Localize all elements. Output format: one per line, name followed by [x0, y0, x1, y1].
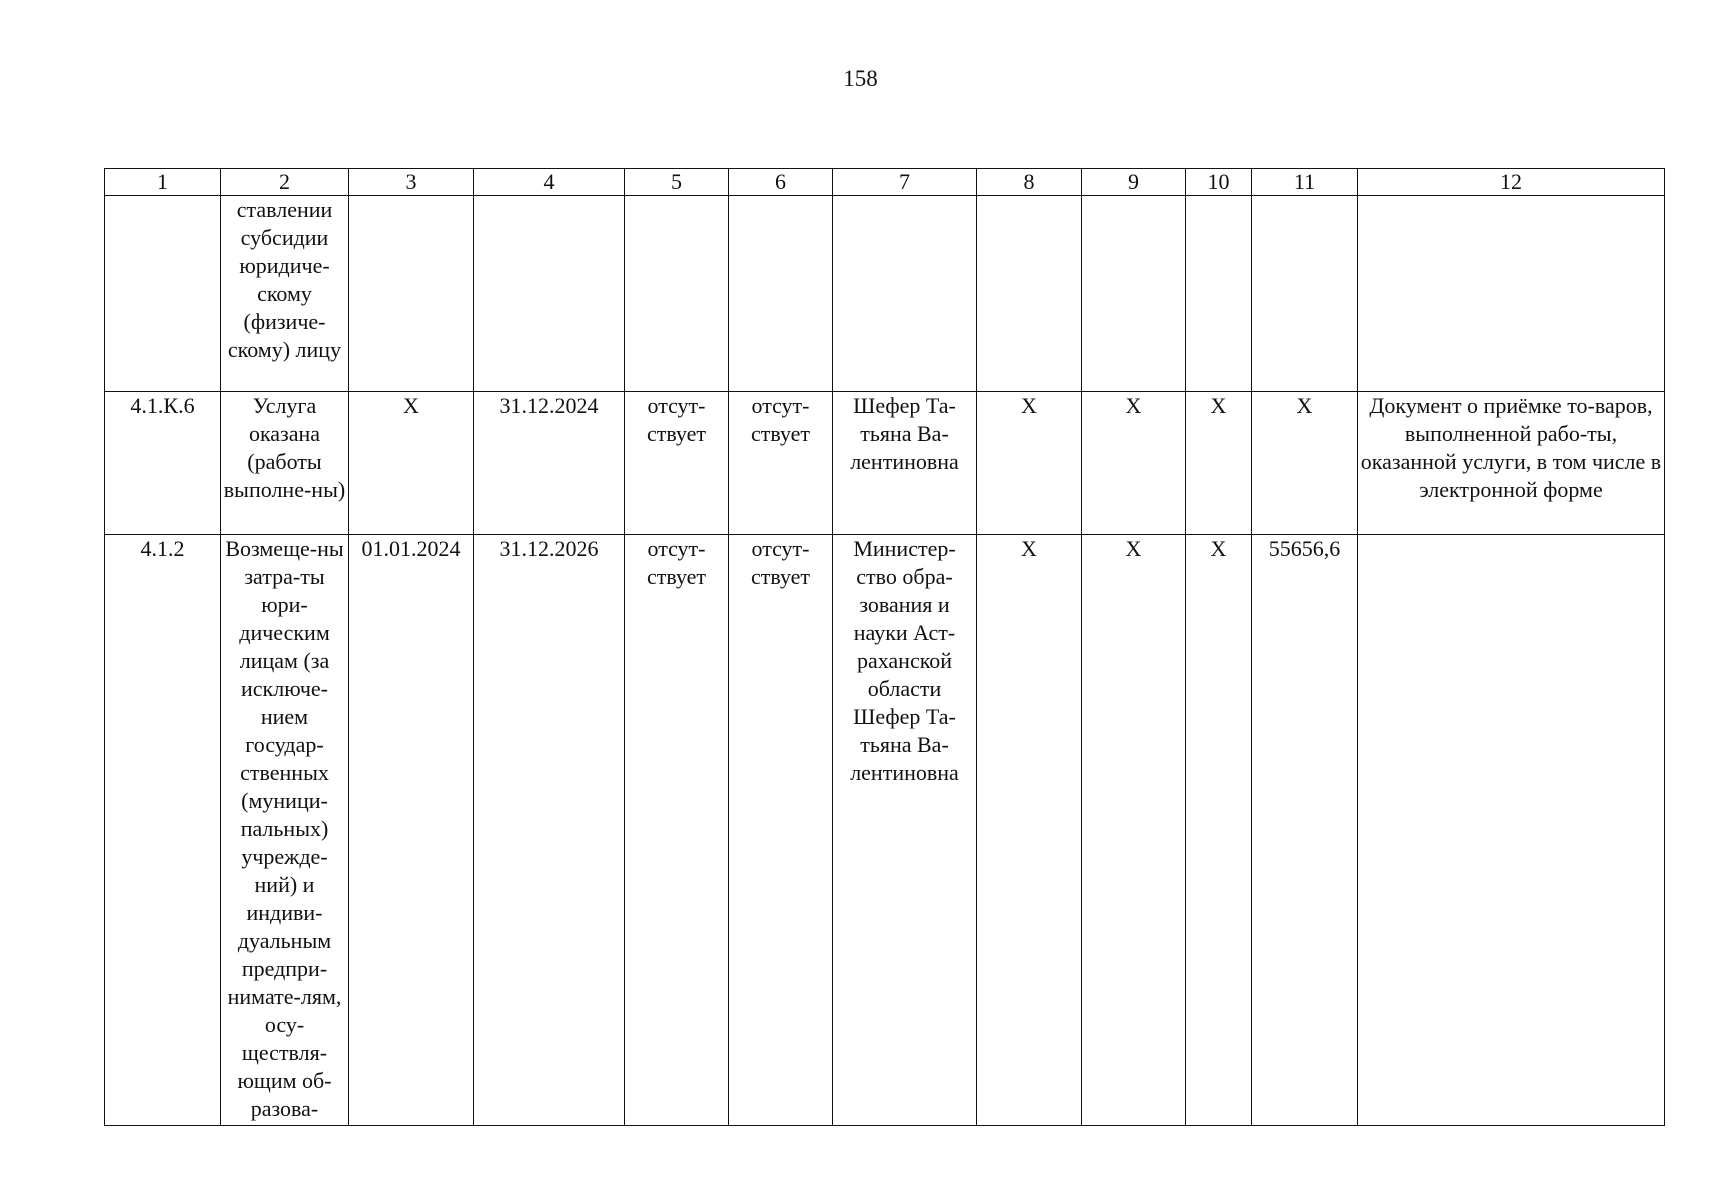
cell-document [1358, 196, 1665, 392]
table-row [105, 392, 1665, 535]
cell-responsible [833, 196, 977, 392]
cell-code: 4.1.2 [105, 535, 221, 1126]
cell-col6: отсут-ствует [729, 535, 833, 1126]
cell-col9: X [1082, 392, 1186, 535]
cell-name: Услуга оказана (работы выполне-ны) [221, 392, 349, 535]
header-cell-7: 7 [833, 169, 977, 196]
header-cell-11: 11 [1252, 169, 1358, 196]
cell-col10: X [1186, 392, 1252, 535]
cell-amount [1252, 196, 1358, 392]
cell-col10: X [1186, 535, 1252, 1126]
cell-code: 4.1.К.6 [105, 392, 221, 535]
cell-amount: 55656,6 [1252, 535, 1358, 1126]
header-cell-8: 8 [977, 169, 1082, 196]
cell-code [105, 196, 221, 392]
header-cell-5: 5 [625, 169, 729, 196]
header-cell-4: 4 [474, 169, 625, 196]
header-cell-1: 1 [105, 169, 221, 196]
cell-col9: X [1082, 535, 1186, 1126]
cell-start-date: X [349, 392, 474, 535]
cell-end-date: 31.12.2024 [474, 392, 625, 535]
cell-col5: отсут-ствует [625, 392, 729, 535]
header-cell-6: 6 [729, 169, 833, 196]
cell-start-date [349, 196, 474, 392]
cell-document [1358, 535, 1665, 1126]
cell-col8 [977, 196, 1082, 392]
cell-start-date: 01.01.2024 [349, 535, 474, 1126]
header-cell-3: 3 [349, 169, 474, 196]
cell-col6: отсут-ствует [729, 392, 833, 535]
header-cell-10: 10 [1186, 169, 1252, 196]
page-number: 158 [843, 66, 878, 91]
cell-col10 [1186, 196, 1252, 392]
cell-name: ставлении субсидии юридиче-скому (физиче-скому) лицу [221, 196, 349, 392]
table-row [105, 196, 1665, 392]
data-table [104, 168, 1665, 1126]
cell-name: Возмеще-ны затра-ты юри-дическим лицам (за исключе-нием государ-ственных (муници-пальных) учрежде-ний) и индиви-дуальным предпри-нимате-лям, осу-ществля-ющим об-разова- [221, 535, 349, 1126]
cell-col8: X [977, 392, 1082, 535]
cell-col8: X [977, 535, 1082, 1126]
cell-col5: отсут-ствует [625, 535, 729, 1126]
header-cell-12: 12 [1358, 169, 1665, 196]
table-row [105, 535, 1665, 1126]
cell-col6 [729, 196, 833, 392]
cell-col9 [1082, 196, 1186, 392]
cell-col5 [625, 196, 729, 392]
header-cell-2: 2 [221, 169, 349, 196]
header-cell-9: 9 [1082, 169, 1186, 196]
cell-responsible: Министер-ство обра-зования и науки Аст-раханской области Шефер Та-тьяна Ва-лентиновна [833, 535, 977, 1126]
cell-amount: X [1252, 392, 1358, 535]
cell-end-date [474, 196, 625, 392]
cell-responsible: Шефер Та-тьяна Ва-лентиновна [833, 392, 977, 535]
table-header-row [105, 169, 1665, 196]
cell-end-date: 31.12.2026 [474, 535, 625, 1126]
cell-document: Документ о приёмке то-варов, выполненной рабо-ты, оказанной услуги, в том числе в электронной форме [1358, 392, 1665, 535]
